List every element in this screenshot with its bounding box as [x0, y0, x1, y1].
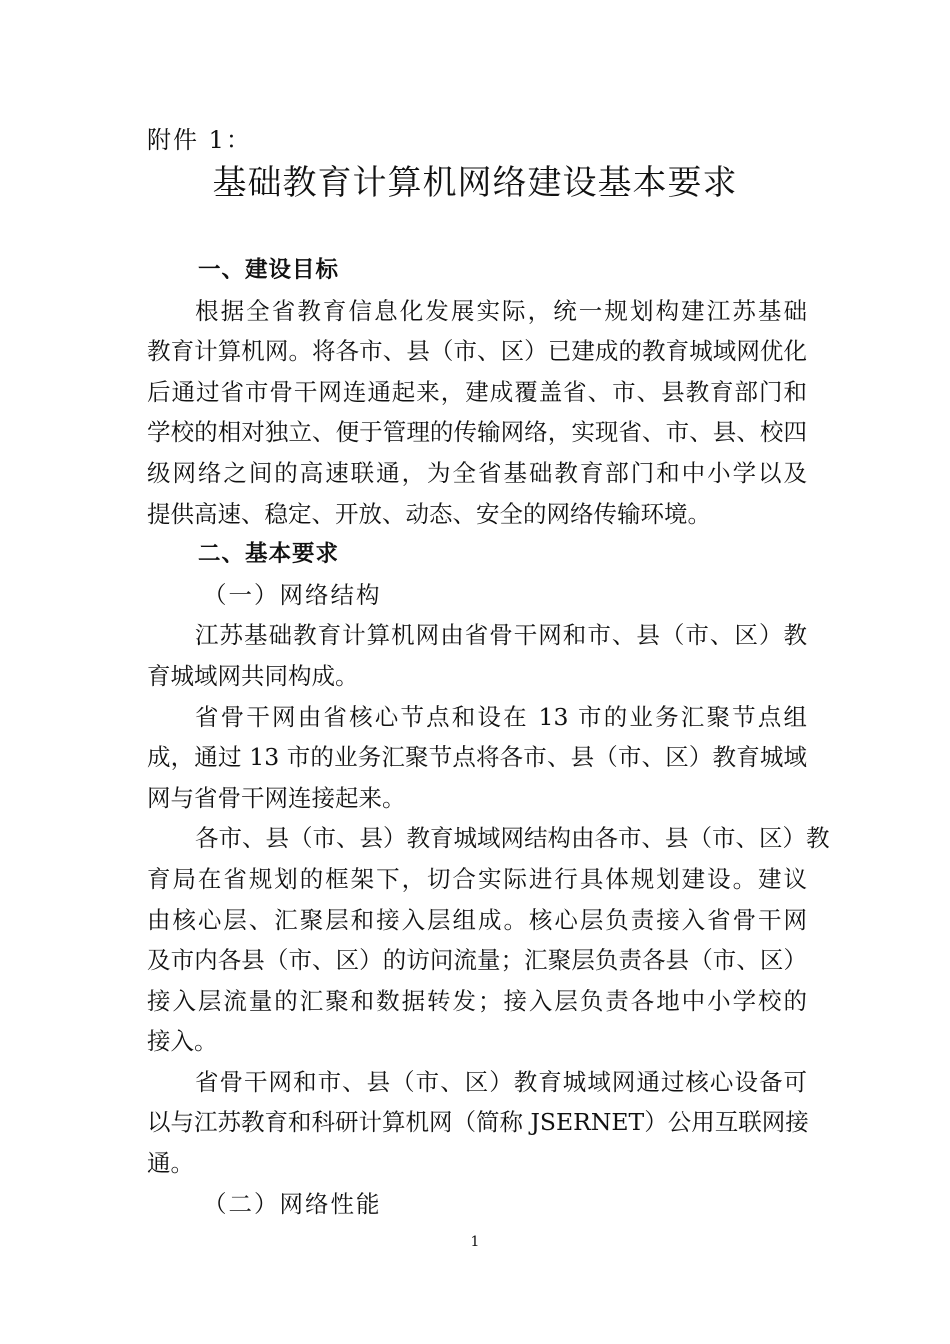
document-body	[147, 250, 830, 1224]
paragraph-line: 以与江苏教育和科研计算机网（简称 JSERNET）公用互联网接	[147, 1108, 809, 1137]
paragraph-line: 省骨干网由省核心节点和设在 13 市的业务汇聚节点组	[195, 702, 807, 731]
section-heading-requirements: 二、基本要求	[198, 541, 340, 568]
paragraph-line: 由核心层、汇聚层和接入层组成。核心层负责接入省骨干网	[147, 905, 807, 934]
paragraph-line: 育局在省规划的框架下，切合实际进行具体规划建设。建议	[147, 864, 807, 893]
document-title: 基础教育计算机网络建设基本要求	[212, 163, 738, 203]
subsection-heading-performance: （二）网络性能	[203, 1189, 382, 1218]
paragraph-line: 育城域网共同构成。	[147, 661, 359, 690]
paragraph-line: 根据全省教育信息化发展实际，统一规划构建江苏基础	[195, 296, 807, 325]
paragraph-line: 江苏基础教育计算机网由省骨干网和市、县（市、区）教	[195, 621, 807, 650]
paragraph-line: 通。	[147, 1149, 194, 1178]
paragraph-line: 各市、县（市、县）教育城域网结构由各市、县（市、区）教	[195, 824, 830, 853]
paragraph-line: 教育计算机网。将各市、县（市、区）已建成的教育城域网优化	[147, 337, 807, 366]
paragraph-line: 接入层流量的汇聚和数据转发；接入层负责各地中小学校的	[147, 986, 807, 1015]
paragraph-line: 接入。	[147, 1027, 218, 1056]
paragraph-line: 学校的相对独立、便于管理的传输网络，实现省、市、县、校四	[147, 418, 807, 447]
paragraph-line: 成，通过 13 市的业务汇聚节点将各市、县（市、区）教育城域	[147, 743, 807, 772]
paragraph-line: 后通过省市骨干网连通起来，建成覆盖省、市、县教育部门和	[147, 377, 807, 406]
paragraph-line: 网与省骨干网连接起来。	[147, 783, 406, 812]
page-number: 1	[470, 1234, 480, 1250]
subsection-heading-structure: （一）网络结构	[203, 580, 382, 609]
paragraph-line: 省骨干网和市、县（市、区）教育城域网通过核心设备可	[195, 1067, 807, 1096]
section-heading-goals: 一、建设目标	[198, 257, 340, 283]
paragraph-line: 提供高速、稳定、开放、动态、安全的网络传输环境。	[147, 499, 711, 528]
paragraph-line: 级网络之间的高速联通，为全省基础教育部门和中小学以及	[147, 458, 807, 487]
attachment-label: 附件 1：	[147, 126, 252, 154]
paragraph-line: 及市内各县（市、区）的访问流量；汇聚层负责各县（市、区）	[147, 946, 807, 975]
